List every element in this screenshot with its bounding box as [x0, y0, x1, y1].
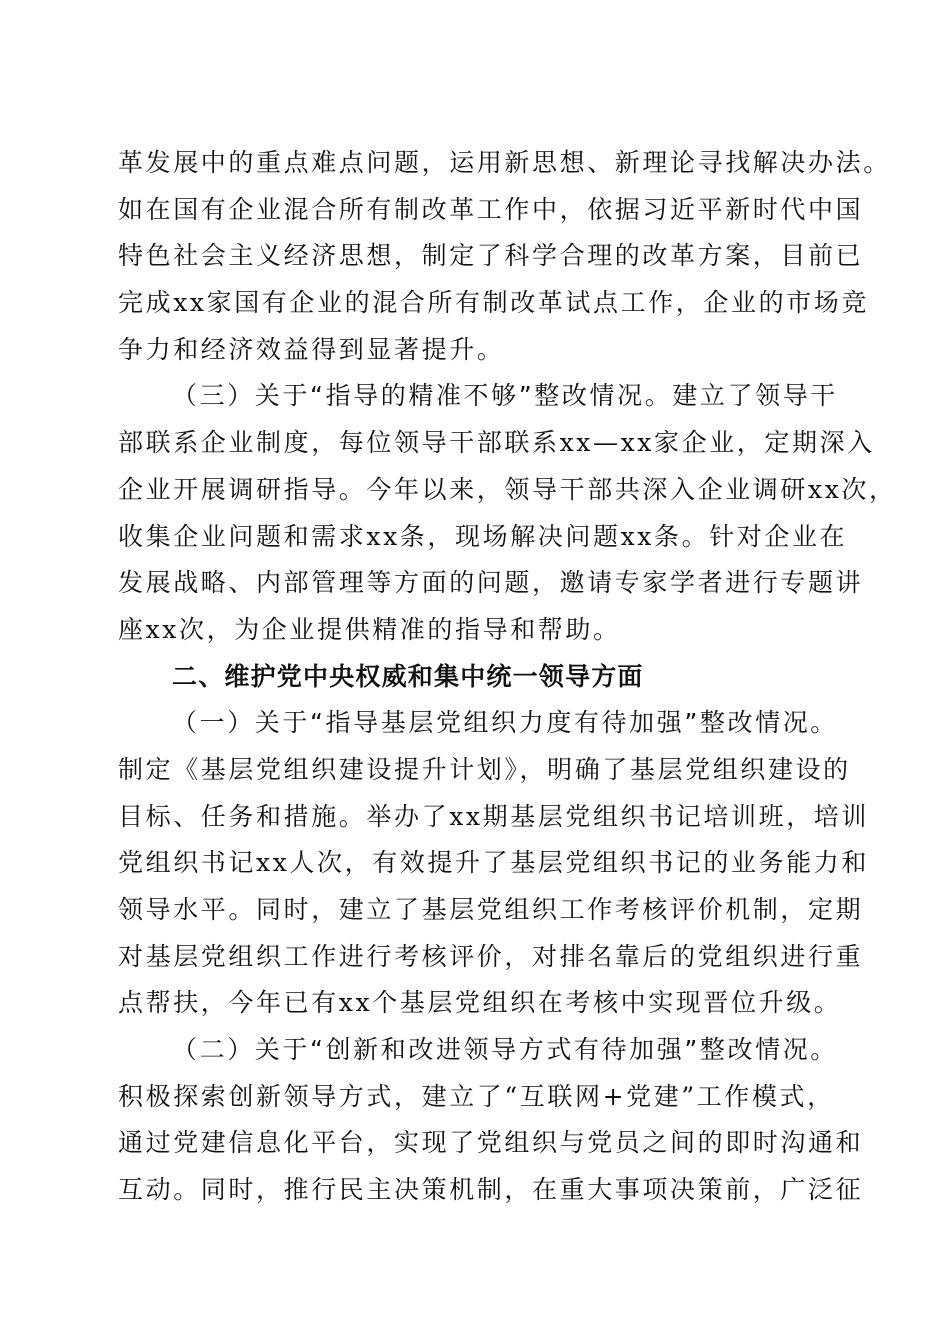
paragraph-line: 发展战略、内部管理等方面的问题，邀请专家学者进行专题讲	[118, 568, 864, 598]
paragraph-line: 领导水平。同时，建立了基层党组织工作考核评价机制，定期	[118, 895, 864, 924]
paragraph-line: 革发展中的重点难点问题，运用新思想、新理论寻找解决办法。	[118, 148, 891, 177]
paragraph-grassroots-guidance	[118, 700, 870, 1027]
paragraph-line: 收集企业问题和需求xx条，现场解决问题xx条。针对企业在	[118, 521, 848, 551]
paragraph-line: 部联系企业制度，每位领导干部联系xx—xx家企业，定期深入	[118, 428, 875, 458]
paragraph-line: （三）关于“指导的精准不够”整改情况。建立了领导干	[172, 381, 838, 411]
paragraph-line: 通过党建信息化平台，实现了党组织与党员之间的即时沟通和	[118, 1128, 864, 1158]
paragraph-line: 如在国有企业混合所有制改革工作中，依据习近平新时代中国	[118, 194, 864, 224]
paragraph-line: 党组织书记xx人次，有效提升了基层党组织书记的业务能力和	[118, 848, 870, 878]
paragraph-line: 特色社会主义经济思想，制定了科学合理的改革方案，目前已	[118, 241, 864, 271]
paragraph-line: 企业开展调研指导。今年以来，领导干部共深入企业调研xx次，	[118, 474, 897, 504]
paragraph-line: 对基层党组织工作进行考核评价，对排名靠后的党组织进行重	[118, 941, 864, 971]
paragraph-line: 制定《基层党组织建设提升计划》，明确了基层党组织建设的	[118, 754, 851, 784]
paragraph-line: 座xx次，为企业提供精准的指导和帮助。	[118, 614, 621, 644]
paragraph-line: 点帮扶，今年已有xx个基层党组织在考核中实现晋位升级。	[118, 988, 842, 1018]
paragraph-line: 争力和经济效益得到显著提升。	[118, 334, 505, 364]
section-heading: 二、维护党中央权威和集中统一领导方面	[172, 661, 644, 691]
paragraph-line: （一）关于“指导基层党组织力度有待加强”整改情况。	[172, 708, 838, 738]
paragraph-line: （二）关于“创新和改进领导方式有待加强”整改情况。	[172, 1035, 838, 1065]
paragraph-line: 完成xx家国有企业的混合所有制改革试点工作，企业的市场竞	[118, 288, 870, 318]
paragraph-line: 积极探索创新领导方式，建立了“互联网+党建”工作模式，	[118, 1081, 835, 1111]
document-body	[118, 140, 897, 1214]
paragraph-line: 互动。同时，推行民主决策机制，在重大事项决策前，广泛征	[118, 1175, 864, 1205]
paragraph-leadership-innovation	[118, 1027, 864, 1214]
paragraph-line: 目标、任务和措施。举办了xx期基层党组织书记培训班，培训	[118, 801, 870, 831]
paragraph-guidance-precision	[118, 373, 897, 653]
paragraph-reform-progress	[118, 140, 891, 373]
